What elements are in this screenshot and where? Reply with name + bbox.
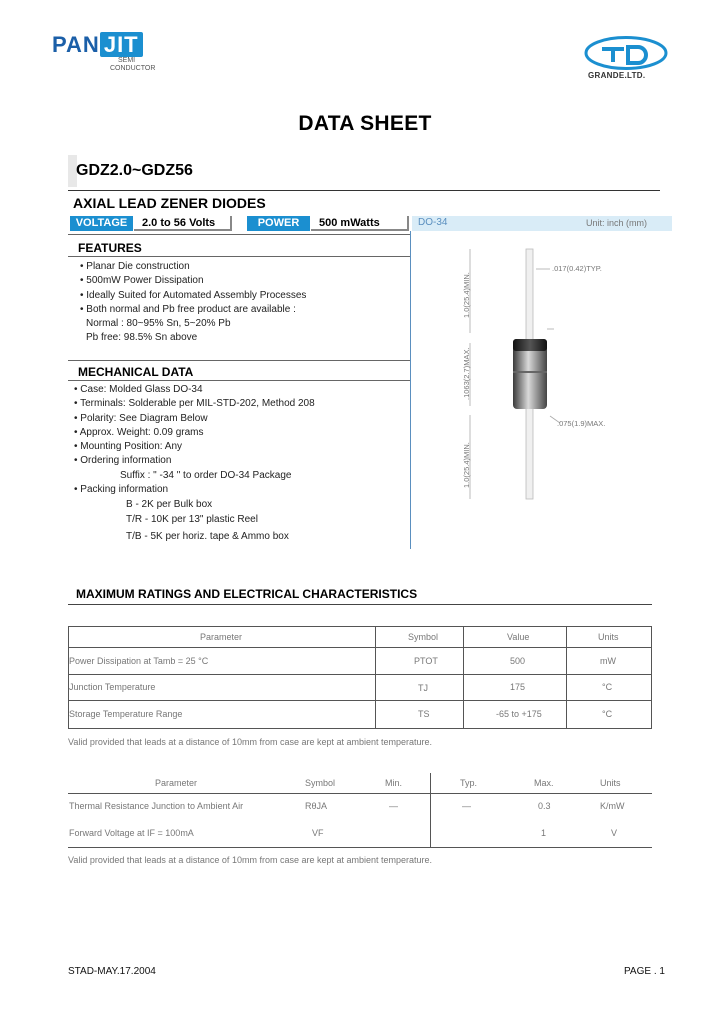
table1-bottom-border bbox=[68, 728, 652, 729]
logo-subtext bbox=[110, 57, 155, 73]
table1-header-cell: Units bbox=[598, 632, 619, 642]
table1-top-border bbox=[68, 626, 652, 627]
mechanical-item: • Approx. Weight: 0.09 grams bbox=[74, 426, 204, 438]
table2-cell: Forward Voltage at IF = 100mA bbox=[69, 828, 194, 838]
table2-cell: Thermal Resistance Junction to Ambient Air bbox=[69, 801, 244, 811]
package-name: DO-34 bbox=[418, 217, 448, 228]
table1-cell: mW bbox=[600, 656, 616, 666]
table1-col-border bbox=[566, 626, 567, 728]
table2-cell: V bbox=[611, 828, 618, 838]
feature-item: • 500mW Power Dissipation bbox=[80, 275, 204, 287]
table1-cell: Power Dissipation at Tamb = 25 °C bbox=[69, 656, 209, 666]
mechanical-item: • Mounting Position: Any bbox=[74, 441, 183, 453]
mechanical-list bbox=[74, 383, 315, 544]
table2-cell: RθJA bbox=[305, 801, 328, 811]
footer-doc-code: STAD-MAY.17.2004 bbox=[68, 966, 156, 977]
table1-cell: Storage Temperature Range bbox=[69, 709, 183, 719]
feature-item: Normal : 80~95% Sn, 5~20% Pb bbox=[86, 318, 231, 330]
table2-cell: VF bbox=[312, 828, 324, 838]
table1-row-border bbox=[68, 674, 652, 675]
voltage-label-badge: VOLTAGE bbox=[70, 216, 133, 231]
logo-jit-text: JIT bbox=[100, 32, 143, 57]
dim-body-diameter: .075(1.9)MAX. bbox=[557, 419, 606, 428]
table2-header-cell: Parameter bbox=[155, 778, 198, 788]
table1-col-border bbox=[463, 626, 464, 728]
logo-pan-text: PAN bbox=[52, 32, 100, 57]
table1-col-border bbox=[375, 626, 376, 728]
mechanical-item: B - 2K per Bulk box bbox=[126, 499, 213, 511]
mechanical-item: T/B - 5K per horiz. tape & Ammo box bbox=[126, 530, 289, 542]
table2-footnote: Valid provided that leads at a distance of 10mm from case are kept at ambient temperature. bbox=[68, 855, 433, 865]
table1-cell: TS bbox=[418, 709, 430, 719]
table2-header-cell: Typ. bbox=[460, 778, 478, 788]
table2-cell: K/mW bbox=[600, 801, 625, 811]
mechanical-heading: MECHANICAL DATA bbox=[78, 365, 194, 379]
mechanical-item: • Packing information bbox=[74, 484, 169, 496]
mechanical-item: • Terminals: Solderable per MIL-STD-202, Method 208 bbox=[74, 398, 315, 410]
table1-col-border bbox=[651, 626, 652, 728]
mechanical-under-line bbox=[68, 380, 410, 381]
voltage-value-badge: 2.0 to 56 Volts bbox=[134, 216, 232, 231]
mechanical-item: T/R - 10K per 13" plastic Reel bbox=[126, 513, 258, 525]
footer-page-number: PAGE . 1 bbox=[624, 966, 665, 977]
feature-item: • Both normal and Pb free product are available : bbox=[80, 303, 296, 315]
divider-top bbox=[68, 190, 660, 191]
table1-header-cell: Value bbox=[507, 632, 530, 642]
table2-cell: — bbox=[389, 801, 398, 811]
grande-company-name: GRANDE.LTD. bbox=[588, 71, 646, 80]
table1-cell: 175 bbox=[510, 682, 526, 692]
panjit-logo bbox=[52, 32, 143, 58]
dim-lead-length-bottom: 1.0(25.4)MIN. bbox=[462, 442, 471, 488]
dim-lead-length-top: 1.0(25.4)MIN. bbox=[462, 272, 471, 318]
page-title: DATA SHEET bbox=[298, 112, 432, 135]
feature-item: • Ideally Suited for Automated Assembly Processes bbox=[80, 289, 307, 301]
table2-cell: — bbox=[462, 801, 471, 811]
table2-header-cell: Units bbox=[600, 778, 621, 788]
features-heading: FEATURES bbox=[78, 241, 142, 255]
table1-cell: -65 to +175 bbox=[496, 709, 542, 719]
package-unit: Unit: inch (mm) bbox=[586, 218, 648, 228]
package-left-border bbox=[410, 231, 411, 549]
table2-cell: 0.3 bbox=[538, 801, 551, 811]
mechanical-item: • Polarity: See Diagram Below bbox=[74, 412, 208, 424]
table1-cell: °C bbox=[602, 709, 613, 719]
table1-cell: PTOT bbox=[414, 656, 438, 666]
ratings-divider bbox=[68, 604, 652, 605]
table2-header-border bbox=[68, 793, 652, 794]
table1-header-border bbox=[68, 647, 652, 648]
features-top-line bbox=[68, 234, 410, 235]
table2-header-cell: Min. bbox=[385, 778, 403, 788]
logo-conductor: CONDUCTOR bbox=[110, 65, 156, 72]
features-list bbox=[80, 260, 306, 346]
table1-header-cell: Parameter bbox=[200, 632, 243, 642]
mechanical-item: • Ordering information bbox=[74, 455, 172, 467]
grande-logo-icon bbox=[584, 36, 668, 70]
mechanical-item: Suffix : " -34 " to order DO-34 Package bbox=[120, 469, 292, 481]
part-number: GDZ2.0~GDZ56 bbox=[76, 162, 193, 179]
dim-body-length: .1063(2.7)MAX. bbox=[462, 347, 471, 400]
power-label-badge: POWER bbox=[247, 216, 310, 231]
product-subtitle: AXIAL LEAD ZENER DIODES bbox=[73, 195, 266, 211]
mechanical-top-line bbox=[68, 360, 410, 361]
logo-semi: SEMI bbox=[118, 57, 136, 64]
features-under-line bbox=[68, 256, 410, 257]
table2-col-border bbox=[430, 773, 431, 847]
power-value-badge: 500 mWatts bbox=[311, 216, 409, 231]
mechanical-item: • Case: Molded Glass DO-34 bbox=[74, 384, 203, 395]
table1-cell: TJ bbox=[418, 683, 428, 693]
table1-footnote: Valid provided that leads at a distance of 10mm from case are kept at ambient temperature. bbox=[68, 737, 433, 747]
table1-cell: 500 bbox=[510, 656, 526, 666]
dim-lead-diameter: .017(0.42)TYP. bbox=[552, 264, 602, 273]
ratings-heading: MAXIMUM RATINGS AND ELECTRICAL CHARACTERISTICS bbox=[76, 587, 418, 601]
table1-cell: °C bbox=[602, 682, 613, 692]
table1-cell: Junction Temperature bbox=[69, 682, 156, 692]
feature-item: • Planar Die construction bbox=[80, 261, 190, 272]
table2-cell: 1 bbox=[541, 828, 547, 838]
table1-row-border bbox=[68, 700, 652, 701]
feature-item: Pb free: 98.5% Sn above bbox=[86, 332, 198, 344]
table2-bottom-border bbox=[68, 847, 652, 848]
table2-header-cell: Max. bbox=[534, 778, 554, 788]
table1-header-cell: Symbol bbox=[408, 632, 439, 642]
diode-drawing bbox=[412, 231, 672, 549]
table2-header-cell: Symbol bbox=[305, 778, 336, 788]
